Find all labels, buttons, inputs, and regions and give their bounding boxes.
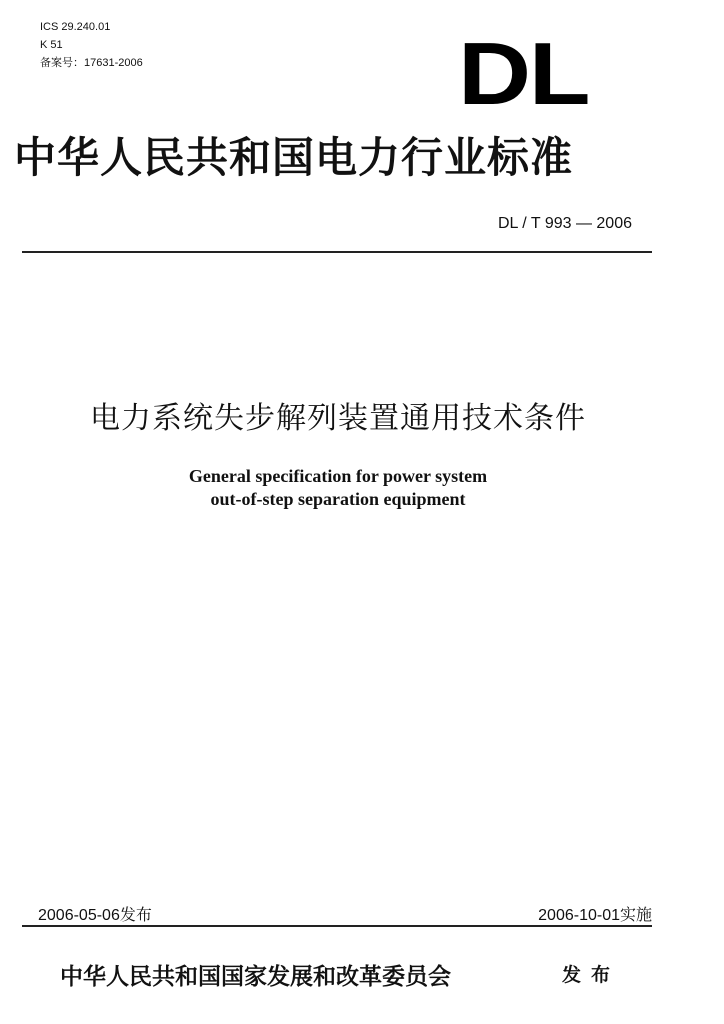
dl-logo: DL xyxy=(458,24,589,123)
document-title-english-line1: General specification for power system xyxy=(188,466,488,486)
ics-code: ICS 29.240.01 xyxy=(40,21,111,33)
publish-label: 发布 xyxy=(562,964,621,986)
implementation-date: 2006-10-01实施 xyxy=(538,907,652,924)
top-divider xyxy=(22,251,652,253)
record-number: 备案号：17631-2006 xyxy=(40,57,143,69)
bottom-divider xyxy=(22,925,652,927)
standard-category-title: 中华人民共和国电力行业标准 xyxy=(14,133,574,182)
document-title-chinese: 电力系统失步解列装置通用技术条件 xyxy=(90,401,586,436)
issue-date: 2006-05-06发布 xyxy=(38,907,152,924)
ccs-code: K 51 xyxy=(40,39,63,51)
publisher-name: 中华人民共和国国家发展和改革委员会 xyxy=(60,963,451,990)
standard-number: DL / T 993 — 2006 xyxy=(497,215,632,232)
document-title-english-line2: out-of-step separation equipment xyxy=(210,489,466,509)
